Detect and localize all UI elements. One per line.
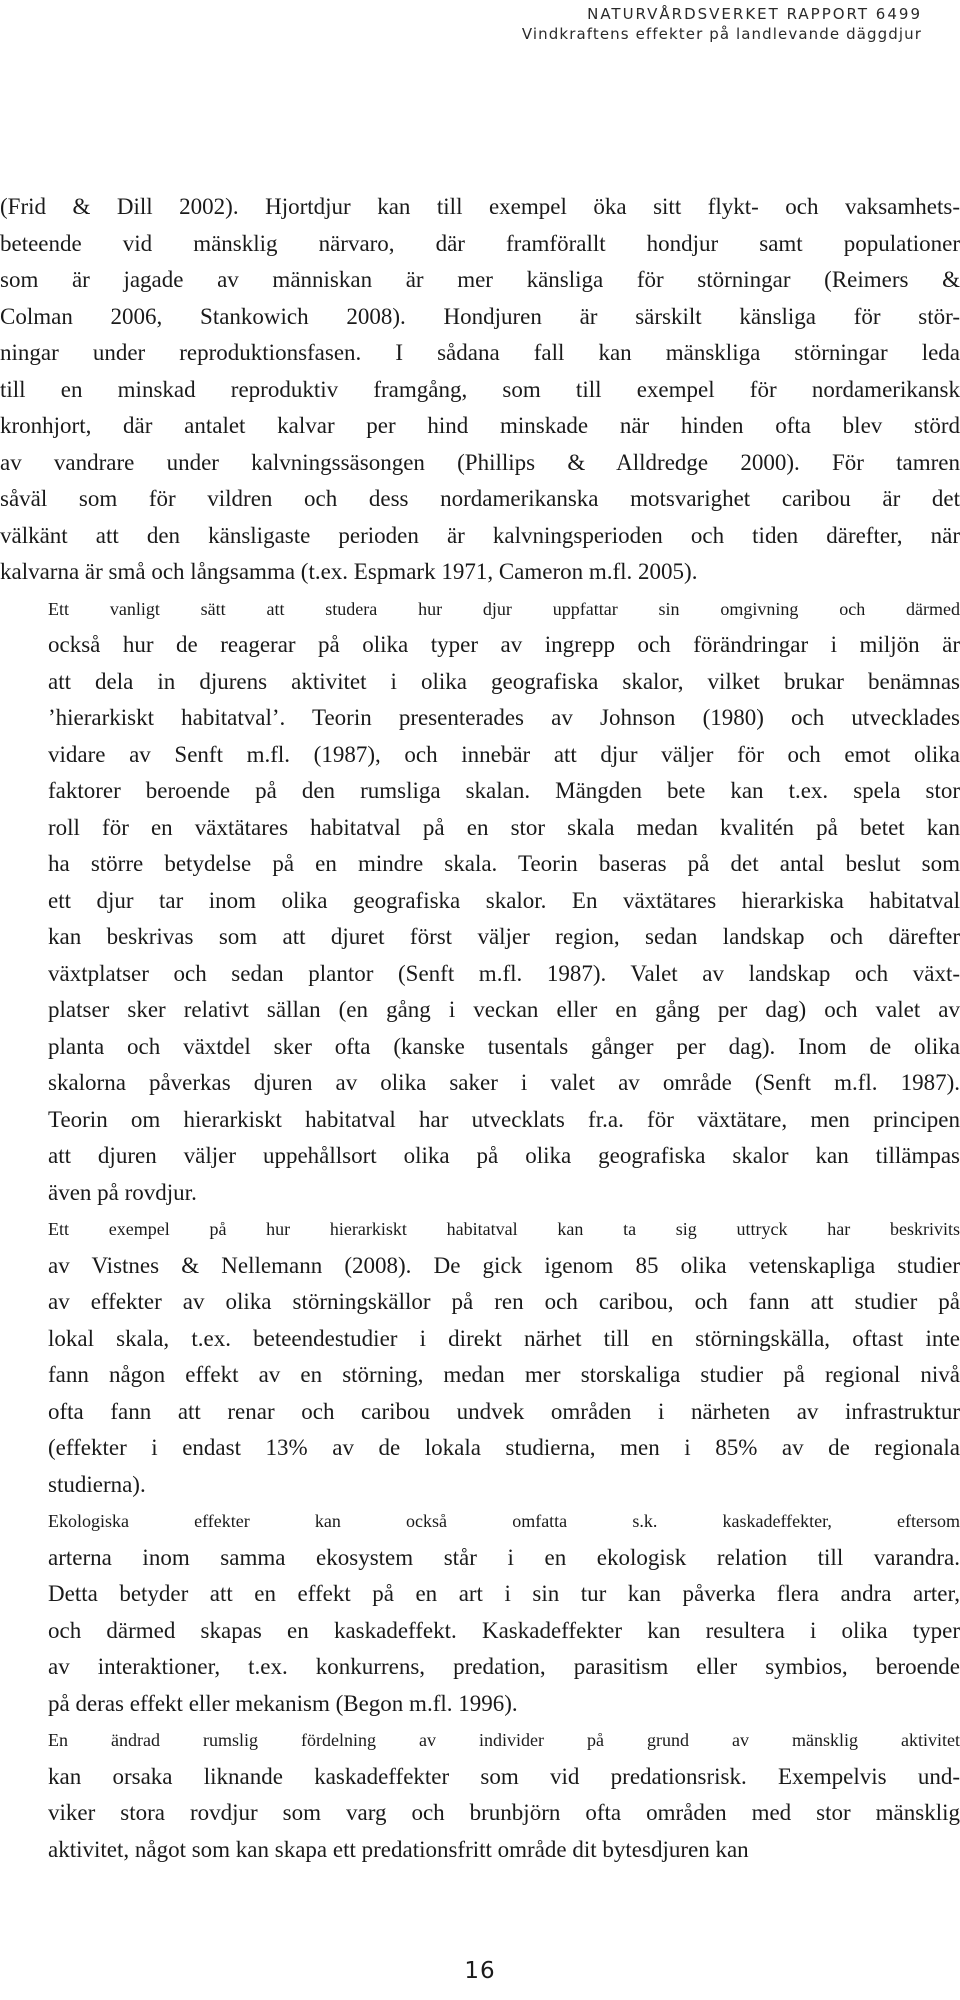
text-line: (effekter i endast 13% av de lokala studierna, men i 85% av de regionala xyxy=(48,1435,960,1460)
text-line: ningar under reproduktionsfasen. I sådana fall kan mänskliga störningar leda xyxy=(0,340,960,365)
report-title: Vindkraftens effekter på landlevande däggdjur xyxy=(521,25,922,43)
text-line: aktivitet, något som kan skapa ett predationsfritt område dit bytesdjuren kan xyxy=(48,1836,749,1862)
text-line: skalorna påverkas djuren av olika saker i valet av område (Senft m.fl. 1987). xyxy=(48,1070,960,1095)
text-line: till en minskad reproduktiv framgång, som till exempel för nordamerikansk xyxy=(0,376,960,402)
text-line: ett djur tar inom olika geografiska skalor. En växtätares hierarkiska habitatval xyxy=(48,887,960,913)
text-line: som är jagade av människan är mer känsliga för störningar (Reimers & xyxy=(0,267,960,292)
text-line: Detta betyder att en effekt på en art i sin tur kan påverka flera andra arter, xyxy=(48,1581,960,1606)
text-line: arterna inom samma ekosystem står i en ekologisk relation till varandra. xyxy=(48,1544,960,1570)
report-label: NATURVÅRDSVERKET RAPPORT 6499 xyxy=(587,5,922,23)
text-line: viker stora rovdjur som varg och brunbjörn ofta områden med stor mänsklig xyxy=(48,1800,960,1825)
paragraph xyxy=(0,1211,960,1503)
text-line: faktorer beroende på den rumsliga skalan. Mängden bete kan t.ex. spela stor xyxy=(48,778,960,803)
text-line: Colman 2006, Stankowich 2008). Hondjuren är särskilt känsliga för stör- xyxy=(0,303,960,329)
text-line: ha större betydelse på en mindre skala. Teorin baseras på det antal beslut som xyxy=(48,851,960,876)
text-line: En ändrad rumslig fördelning av individer på grund av mänsklig aktivitet xyxy=(48,1730,960,1750)
text-line: av vandrare under kalvningssäsongen (Phillips & Alldredge 2000). För tamren xyxy=(0,449,960,475)
text-line: av Vistnes & Nellemann (2008). De gick igenom 85 olika vetenskapliga studier xyxy=(48,1252,960,1278)
text-line: Ett exempel på hur hierarkiskt habitatval kan ta sig uttryck har beskrivits xyxy=(48,1219,960,1239)
text-line: av interaktioner, t.ex. konkurrens, predation, parasitism eller symbios, beroende xyxy=(48,1654,960,1679)
text-line: kan beskrivas som att djuret först väljer region, sedan landskap och därefter xyxy=(48,924,960,949)
text-line: Ett vanligt sätt att studera hur djur uppfattar sin omgivning och därmed xyxy=(48,598,960,619)
text-line: av effekter av olika störningskällor på ren och caribou, och fann att studier på xyxy=(48,1289,960,1314)
text-line: också hur de reagerar på olika typer av ingrepp och förändringar i miljön är xyxy=(48,632,960,657)
page-number: 16 xyxy=(464,1958,496,1984)
text-line: kan orsaka liknande kaskadeffekter som vid predationsrisk. Exempelvis und- xyxy=(48,1763,960,1789)
text-line: vidare av Senft m.fl. (1987), och innebär att djur väljer för och emot olika xyxy=(48,741,960,767)
text-line: platser sker relativt sällan (en gång i veckan eller en gång per dag) och valet av xyxy=(48,997,960,1022)
text-line: studierna). xyxy=(48,1471,146,1497)
text-line: kalvarna är små och långsamma (t.ex. Espmark 1971, Cameron m.fl. 2005). xyxy=(0,559,698,584)
text-line: (Frid & Dill 2002). Hjortdjur kan till exempel öka sitt flykt- och vaksamhets- xyxy=(0,194,960,219)
text-line: växtplatser och sedan plantor (Senft m.fl. 1987). Valet av landskap och växt- xyxy=(48,960,960,986)
text-line: fann någon effekt av en störning, medan mer storskaliga studier på regional nivå xyxy=(48,1362,960,1387)
text-line: såväl som för vildren och dess nordamerikanska motsvarighet caribou är det xyxy=(0,486,960,511)
text-line: ’hierarkiskt habitatval’. Teorin presenterades av Johnson (1980) och utvecklades xyxy=(48,705,960,730)
text-line: kronhjort, där antalet kalvar per hind minskade när hinden ofta blev störd xyxy=(0,413,960,438)
running-header xyxy=(522,4,922,44)
text-line: lokal skala, t.ex. beteendestudier i direkt närhet till en störningskälla, oftast inte xyxy=(48,1325,960,1351)
paragraph xyxy=(0,1722,960,1868)
text-line: roll för en växtätares habitatval på en stor skala medan kvalitén på betet kan xyxy=(48,814,960,840)
text-line: Teorin om hierarkiskt habitatval har utvecklats fr.a. för växtätare, men principen xyxy=(48,1106,960,1132)
text-line: att djuren väljer uppehållsort olika på olika geografiska skalor kan tillämpas xyxy=(48,1143,960,1168)
paragraph xyxy=(0,591,960,1212)
paragraph xyxy=(0,189,960,591)
text-line: välkänt att den känsligaste perioden är kalvningsperioden och tiden därefter, när xyxy=(0,522,960,548)
text-line: och därmed skapas en kaskadeffekt. Kaskadeffekter kan resultera i olika typer xyxy=(48,1617,960,1643)
text-line: Ekologiska effekter kan också omfatta s.k. kaskadeffekter, eftersom xyxy=(48,1511,960,1531)
text-line: beteende vid mänsklig närvaro, där framförallt hondjur samt populationer xyxy=(0,230,960,256)
text-line: planta och växtdel sker ofta (kanske tusentals gånger per dag). Inom de olika xyxy=(48,1033,960,1059)
body-text xyxy=(0,189,960,1868)
text-line: även på rovdjur. xyxy=(48,1179,197,1205)
text-line: att dela in djurens aktivitet i olika geografiska skalor, vilket brukar benämnas xyxy=(48,668,960,694)
paragraph xyxy=(0,1503,960,1722)
text-line: på deras effekt eller mekanism (Begon m.fl. 1996). xyxy=(48,1690,518,1716)
text-line: ofta fann att renar och caribou undvek områden i närheten av infrastruktur xyxy=(48,1398,960,1424)
